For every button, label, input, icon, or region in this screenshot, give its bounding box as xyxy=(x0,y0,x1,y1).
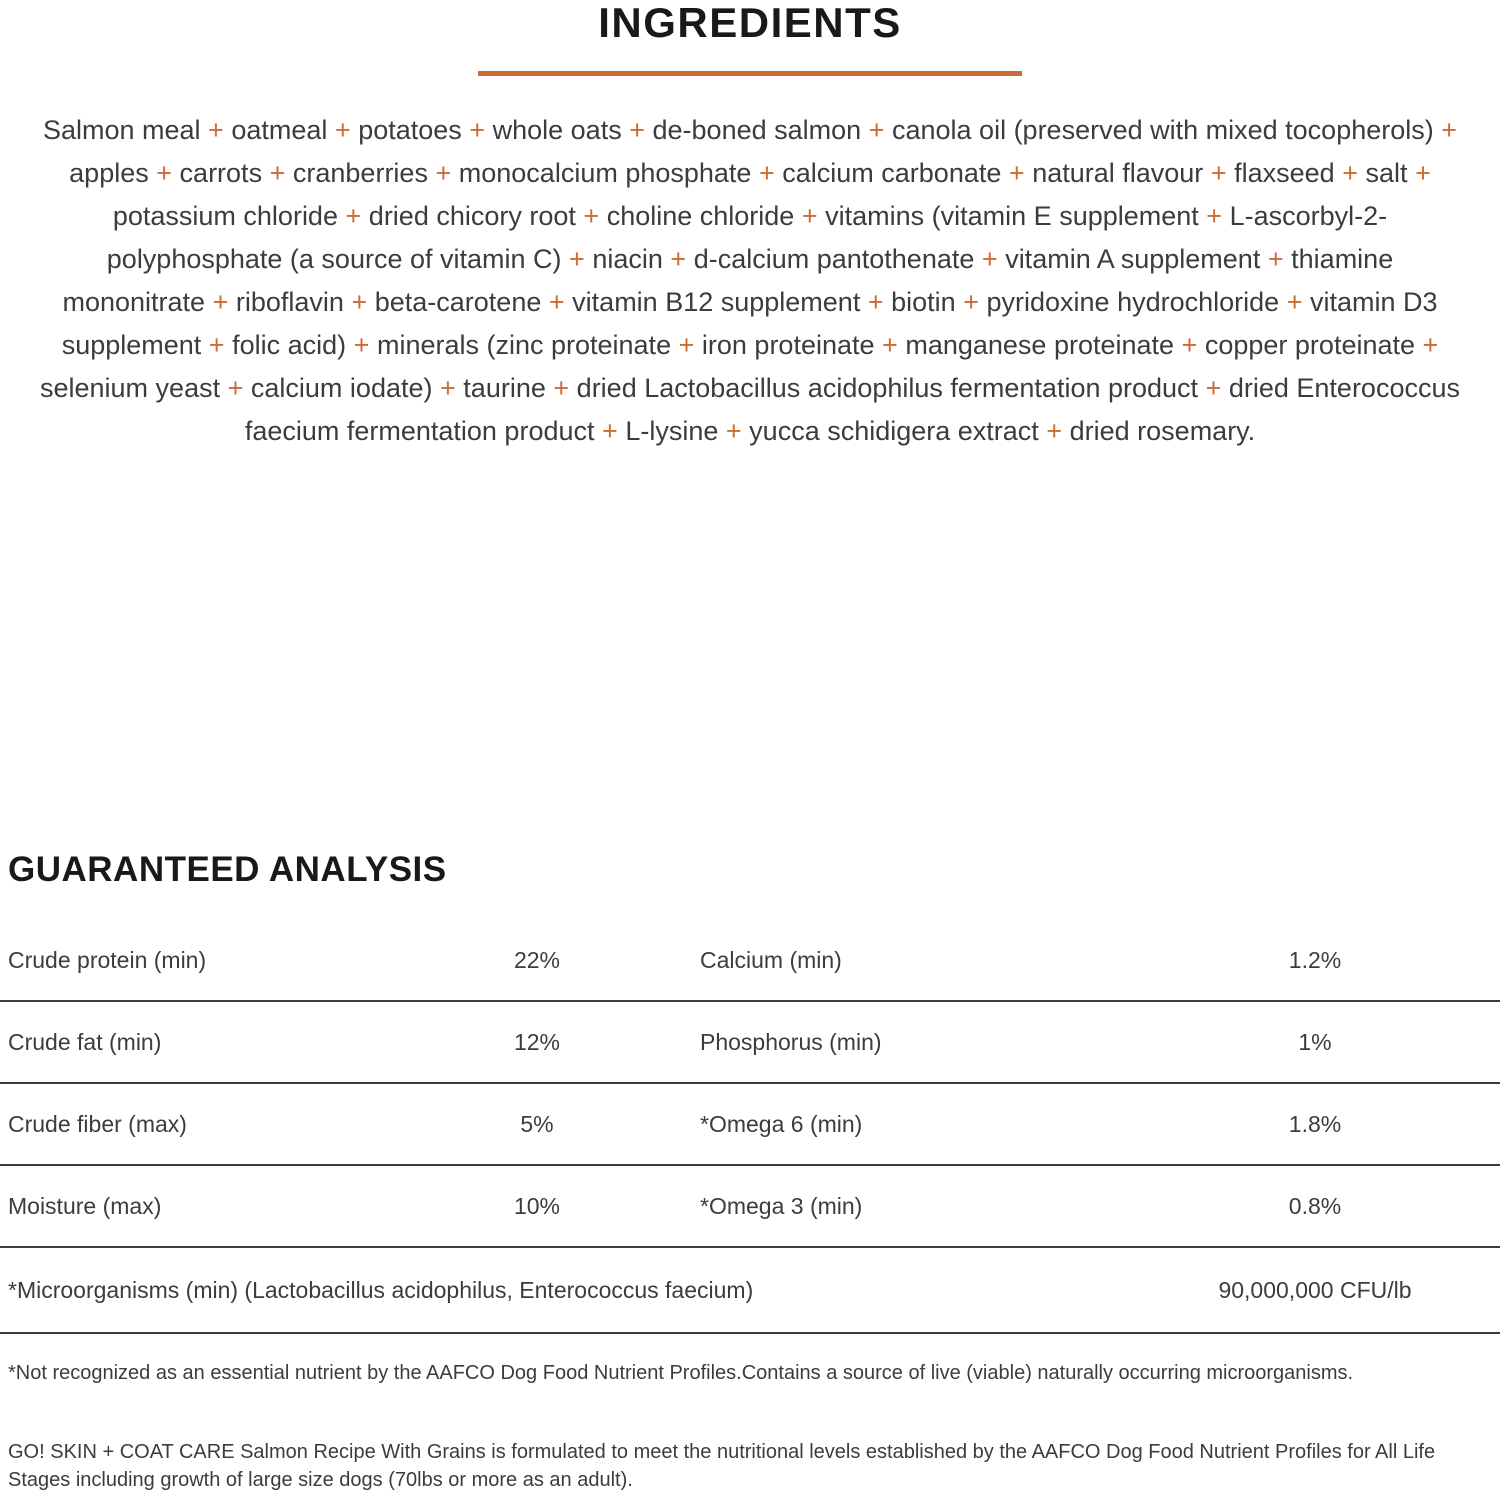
ingredient-item: carrots xyxy=(179,158,263,188)
plus-separator: + xyxy=(435,158,452,188)
nutrient-value: 22% xyxy=(513,946,561,973)
ingredient-item: natural flavour xyxy=(1032,158,1204,188)
plus-separator: + xyxy=(212,287,229,317)
ingredient-item: dried Lactobacillus acidophilus fermentation product xyxy=(576,373,1199,403)
plus-separator: + xyxy=(1422,330,1439,360)
ingredient-item: L-lysine xyxy=(625,416,719,446)
nutrient-label: Crude fat (min) xyxy=(8,1028,162,1055)
ingredient-item: biotin xyxy=(891,287,956,317)
nutrient-label: Calcium (min) xyxy=(700,946,842,973)
aafco-footnote: *Not recognized as an essential nutrient by the AAFCO Dog Food Nutrient Profiles.Contains a source of live (viable) naturally occurring microorganisms. xyxy=(8,1362,1354,1384)
analysis-table xyxy=(0,920,1500,1334)
plus-separator: + xyxy=(868,115,885,145)
nutrient-value: 1% xyxy=(1298,1028,1332,1055)
table-row xyxy=(0,1166,1500,1248)
ingredient-item: whole oats xyxy=(492,115,622,145)
nutrient-value: 10% xyxy=(513,1192,561,1219)
ingredient-item: taurine xyxy=(463,373,546,403)
analysis-heading: GUARANTEED ANALYSIS xyxy=(8,850,447,889)
nutrient-label: Phosphorus (min) xyxy=(700,1028,882,1055)
plus-separator: + xyxy=(801,201,818,231)
plus-separator: + xyxy=(440,373,456,403)
ingredient-item: canola oil (preserved with mixed tocopherols) xyxy=(891,115,1434,145)
plus-separator: + xyxy=(882,330,898,360)
ingredient-item: cranberries xyxy=(292,158,428,188)
plus-separator: + xyxy=(1008,158,1025,188)
plus-separator: + xyxy=(583,201,600,231)
ingredient-item: vitamin D3 supplement xyxy=(61,287,1438,360)
ingredient-item: choline chloride xyxy=(606,201,795,231)
nutrient-value: 5% xyxy=(520,1110,554,1137)
ingredient-item: vitamins (vitamin E supplement xyxy=(825,201,1199,231)
table-row xyxy=(0,1084,1500,1166)
nutrient-value: 12% xyxy=(513,1028,561,1055)
ingredient-item: manganese proteinate xyxy=(905,330,1175,360)
ingredient-item: Salmon meal xyxy=(42,115,201,145)
ingredient-item: minerals (zinc proteinate xyxy=(376,330,672,360)
nutrient-label: Crude fiber (max) xyxy=(8,1110,187,1137)
ingredient-item: copper proteinate xyxy=(1204,330,1416,360)
ingredient-item: thiamine mononitrate xyxy=(62,244,1394,317)
plus-separator: + xyxy=(981,244,998,274)
ingredient-item: folic acid) xyxy=(232,330,347,360)
plus-separator: + xyxy=(156,158,173,188)
nutrient-value: 1.8% xyxy=(1288,1110,1342,1137)
plus-separator: + xyxy=(670,244,687,274)
plus-separator: + xyxy=(269,158,286,188)
ingredients-section xyxy=(0,0,1500,453)
formulation-footnote: GO! SKIN + COAT CARE Salmon Recipe With Grains is formulated to meet the nutritional levels established by the AAFCO Dog Food Nutrient Profiles for All Life Stages including growth of large size dogs (70lbs or more as an adult). xyxy=(8,1441,1436,1491)
plus-separator: + xyxy=(602,416,618,446)
ingredient-item: potassium chloride xyxy=(112,201,338,231)
ingredient-item: selenium yeast xyxy=(40,373,221,403)
plus-separator: + xyxy=(1415,158,1431,188)
ingredient-item: vitamin B12 supplement xyxy=(572,287,861,317)
ingredient-item: oatmeal xyxy=(231,115,328,145)
plus-separator: + xyxy=(1206,201,1223,231)
ingredient-item: L-ascorbyl-2-polyphosphate (a source of vitamin C) xyxy=(106,201,1388,274)
ingredient-item: monocalcium phosphate xyxy=(458,158,752,188)
ingredient-item: niacin xyxy=(592,244,663,274)
nutrient-label: *Microorganisms (min) (Lactobacillus acidophilus, Enterococcus faecium) xyxy=(8,1276,754,1303)
table-row xyxy=(0,920,1500,1002)
plus-separator: + xyxy=(678,330,695,360)
nutrient-label: Moisture (max) xyxy=(8,1192,162,1219)
ingredient-item: potatoes xyxy=(358,115,462,145)
plus-separator: + xyxy=(758,158,775,188)
ingredient-item: apples xyxy=(69,158,149,188)
ingredient-item: salt xyxy=(1365,158,1408,188)
plus-separator: + xyxy=(208,330,225,360)
table-row-microorganisms xyxy=(0,1248,1500,1334)
table-row xyxy=(0,1002,1500,1084)
plus-separator: + xyxy=(553,373,570,403)
plus-separator: + xyxy=(469,115,486,145)
ingredient-item: dried rosemary. xyxy=(1069,416,1256,446)
ingredient-item: calcium carbonate xyxy=(782,158,1002,188)
ingredient-item: iron proteinate xyxy=(701,330,875,360)
plus-separator: + xyxy=(1441,115,1458,145)
plus-separator: + xyxy=(725,416,742,446)
ingredient-item: yucca schidigera extract xyxy=(749,416,1039,446)
nutrient-label: *Omega 3 (min) xyxy=(700,1192,863,1219)
plus-separator: + xyxy=(867,287,884,317)
plus-separator: + xyxy=(963,287,979,317)
plus-separator: + xyxy=(569,244,585,274)
plus-separator: + xyxy=(1267,244,1284,274)
plus-separator: + xyxy=(1210,158,1227,188)
plus-separator: + xyxy=(345,201,362,231)
orange-divider xyxy=(478,71,1022,76)
plus-separator: + xyxy=(548,287,565,317)
ingredients-text xyxy=(0,109,1500,453)
ingredient-item: dried Enterococcus faecium fermentation product xyxy=(244,373,1460,446)
ingredient-item: calcium iodate) xyxy=(250,373,433,403)
plus-separator: + xyxy=(629,115,645,145)
nutrient-label: Crude protein (min) xyxy=(8,946,207,973)
ingredient-item: vitamin A supplement xyxy=(1005,244,1261,274)
plus-separator: + xyxy=(227,373,244,403)
plus-separator: + xyxy=(1181,330,1198,360)
plus-separator: + xyxy=(334,115,351,145)
plus-separator: + xyxy=(1342,158,1358,188)
ingredient-item: pyridoxine hydrochloride xyxy=(986,287,1280,317)
plus-separator: + xyxy=(1205,373,1222,403)
ingredient-item: dried chicory root xyxy=(368,201,576,231)
nutrient-value: 1.2% xyxy=(1288,946,1342,973)
guaranteed-analysis-section xyxy=(0,852,1500,1494)
nutrient-value: 0.8% xyxy=(1288,1192,1342,1219)
plus-separator: + xyxy=(208,115,224,145)
plus-separator: + xyxy=(353,330,370,360)
ingredients-heading: INGREDIENTS xyxy=(598,0,902,46)
plus-separator: + xyxy=(1046,416,1063,446)
nutrient-value: 90,000,000 CFU/lb xyxy=(1218,1276,1412,1303)
ingredient-item: flaxseed xyxy=(1234,158,1335,188)
nutrient-label: *Omega 6 (min) xyxy=(700,1110,863,1137)
ingredient-item: de-boned salmon xyxy=(652,115,862,145)
ingredient-item: beta-carotene xyxy=(374,287,542,317)
ingredient-item: d-calcium pantothenate xyxy=(693,244,975,274)
ingredient-item: riboflavin xyxy=(235,287,344,317)
plus-separator: + xyxy=(1286,287,1303,317)
plus-separator: + xyxy=(351,287,368,317)
